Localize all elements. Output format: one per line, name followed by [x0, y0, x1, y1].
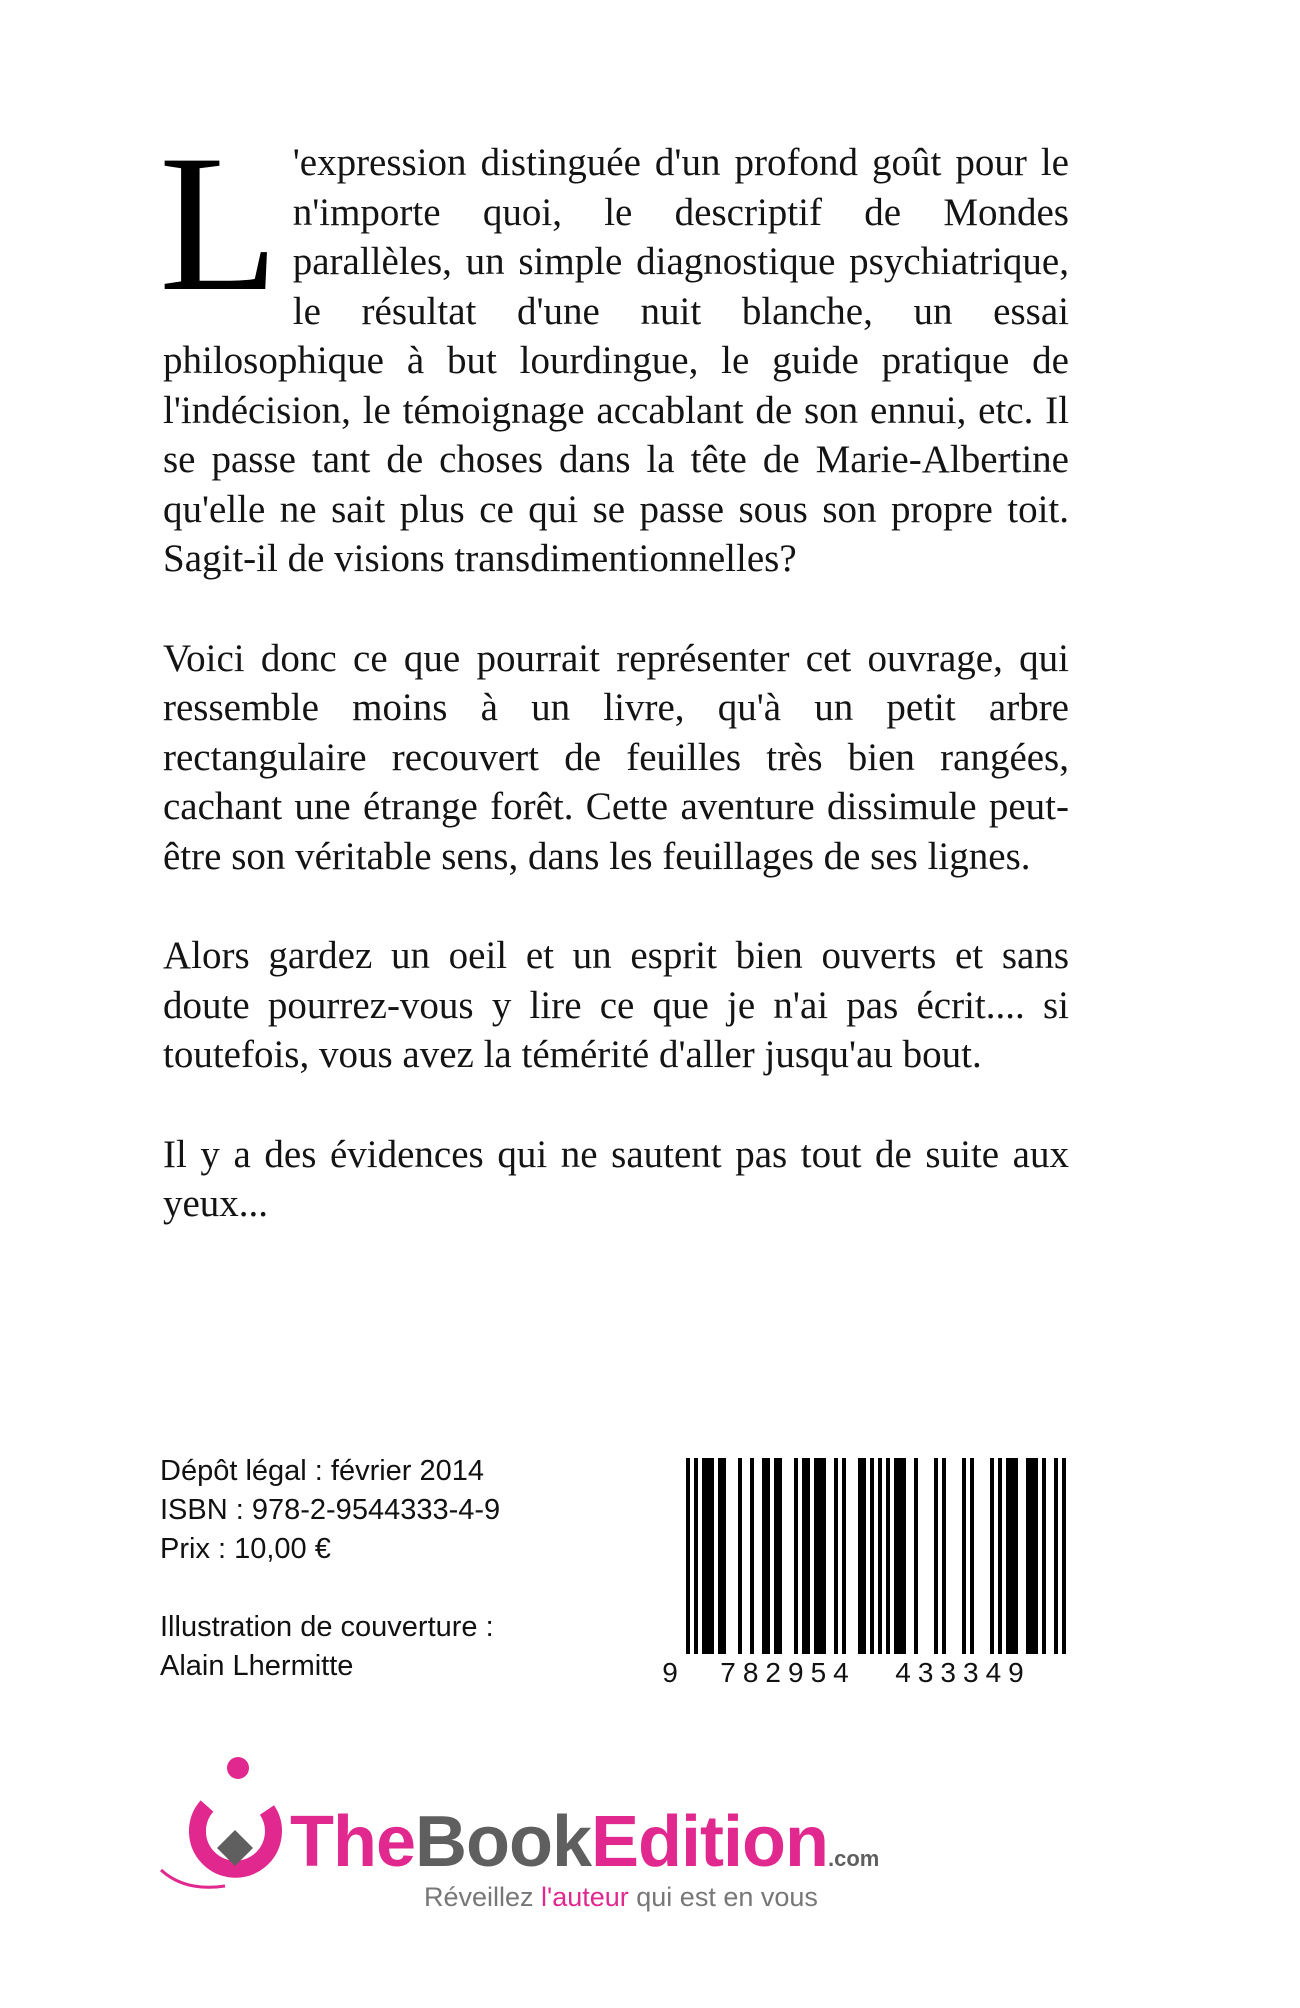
barcode-bar — [774, 1458, 778, 1654]
barcode-bar — [1034, 1458, 1038, 1654]
isbn-barcode — [660, 1458, 1080, 1688]
tagline-accent: l'auteur — [541, 1882, 629, 1912]
barcode-bar — [914, 1458, 918, 1654]
barcode-bar — [1030, 1458, 1034, 1654]
back-cover-blurb — [159, 115, 1069, 1279]
barcode-bar — [822, 1458, 826, 1654]
blurb-paragraph-4: Il y a des évidences qui ne sautent pas tout de suite aux yeux... — [163, 1132, 1069, 1225]
tagline-end: qui est en vous — [628, 1882, 818, 1912]
barcode-bar — [1062, 1458, 1066, 1686]
barcode-bar — [762, 1458, 766, 1654]
logo-emblem-icon — [155, 1752, 295, 1902]
barcode-left-digits: 782954 — [720, 1657, 856, 1688]
publisher-name-com: .com — [827, 1846, 880, 1871]
drop-cap: L — [159, 115, 279, 332]
barcode-bar — [702, 1458, 706, 1654]
blurb-paragraph-1-text: 'expression distinguée d'un profond goût pour le n'importe quoi, le descriptif de Mondes parallèles, un simple diagnostique psychiatrique, le résultat d'une nuit blanche, un essai philosophique à but lourdingue, le guide pratique de l'indécision, le témoignage accablant de son ennui, etc. Il se passe tant de choses dans la tête de Marie-Albertine qu'elle ne sait plus ce qui se passe sous son propre toit. Sagit-il de visions transdimentionnelles? — [163, 141, 1069, 580]
blurb-paragraph-2: Voici donc ce que pourrait représenter cet ouvrage, qui ressemble moins à un livre, qu'à un petit arbre rectangulaire recouvert de feuilles très bien rangées, cachant une étrange forêt. Cette aventure dissimule peut-être son véritable sens, dans les feuillages de ses lignes. — [163, 636, 1069, 878]
barcode-bar — [802, 1458, 806, 1654]
blurb-paragraph-3: Alors gardez un oeil et un esprit bien ouverts et sans doute pourrez-vous y lire ce que je n'ai pas écrit.... si toutefois, vous avez la témérité d'aller jusqu'au bout. — [163, 934, 1069, 1076]
barcode-bar — [894, 1458, 898, 1654]
barcode-bar — [862, 1458, 866, 1654]
barcode-bar — [1042, 1458, 1046, 1654]
barcode-bar — [1006, 1458, 1010, 1654]
barcode-bar — [942, 1458, 946, 1654]
barcode-bar — [898, 1458, 902, 1654]
barcode-bar — [1014, 1458, 1018, 1654]
barcode-bar — [706, 1458, 710, 1654]
barcode-bar — [902, 1458, 906, 1654]
illustrator-name: Alain Lhermitte — [160, 1650, 354, 1682]
barcode-bar — [858, 1458, 862, 1654]
publisher-name-the: The — [290, 1802, 416, 1882]
barcode-bar — [878, 1458, 882, 1686]
barcode-bar — [738, 1458, 742, 1654]
publisher-tagline — [424, 1882, 818, 1912]
barcode-bar — [814, 1458, 818, 1654]
barcode-bar — [794, 1458, 798, 1654]
barcode-bar — [694, 1458, 698, 1686]
barcode-bar — [1026, 1458, 1030, 1654]
barcode-first-digit: 9 — [662, 1657, 678, 1688]
barcode-bar — [970, 1458, 974, 1654]
publisher-name-book: Book — [415, 1802, 592, 1882]
legal-info — [160, 1452, 580, 1686]
barcode-bar — [818, 1458, 822, 1654]
barcode-bar — [718, 1458, 722, 1654]
barcode-bar — [722, 1458, 726, 1654]
barcode-bar — [766, 1458, 770, 1654]
barcode-bar — [750, 1458, 754, 1654]
barcode-right-digits: 433349 — [895, 1657, 1031, 1688]
barcode-bar — [870, 1458, 874, 1686]
barcode-bar — [842, 1458, 846, 1654]
barcode-bar — [990, 1458, 994, 1654]
publisher-logo — [155, 1752, 955, 1912]
blurb-paragraph-1 — [159, 115, 1069, 584]
barcode-bar — [778, 1458, 782, 1654]
price: Prix : 10,00 € — [160, 1533, 331, 1565]
legal-deposit: Dépôt légal : février 2014 — [160, 1455, 485, 1487]
barcode-bar — [998, 1458, 1002, 1654]
publisher-name-edition: Edition — [591, 1802, 828, 1882]
barcode-bar — [962, 1458, 966, 1654]
barcode-bar — [1010, 1458, 1014, 1654]
barcode-bar — [806, 1458, 810, 1654]
barcode-bars — [686, 1458, 1066, 1686]
barcode-bar — [834, 1458, 838, 1654]
barcode-bar — [1054, 1458, 1058, 1686]
barcode-bar — [686, 1458, 690, 1686]
barcode-bar — [934, 1458, 938, 1654]
tagline-start: Réveillez — [424, 1882, 542, 1912]
illustration-label: Illustration de couverture : — [160, 1611, 494, 1643]
barcode-bar — [886, 1458, 890, 1654]
isbn: ISBN : 978-2-9544333-4-9 — [160, 1494, 501, 1526]
barcode-bar — [710, 1458, 714, 1654]
